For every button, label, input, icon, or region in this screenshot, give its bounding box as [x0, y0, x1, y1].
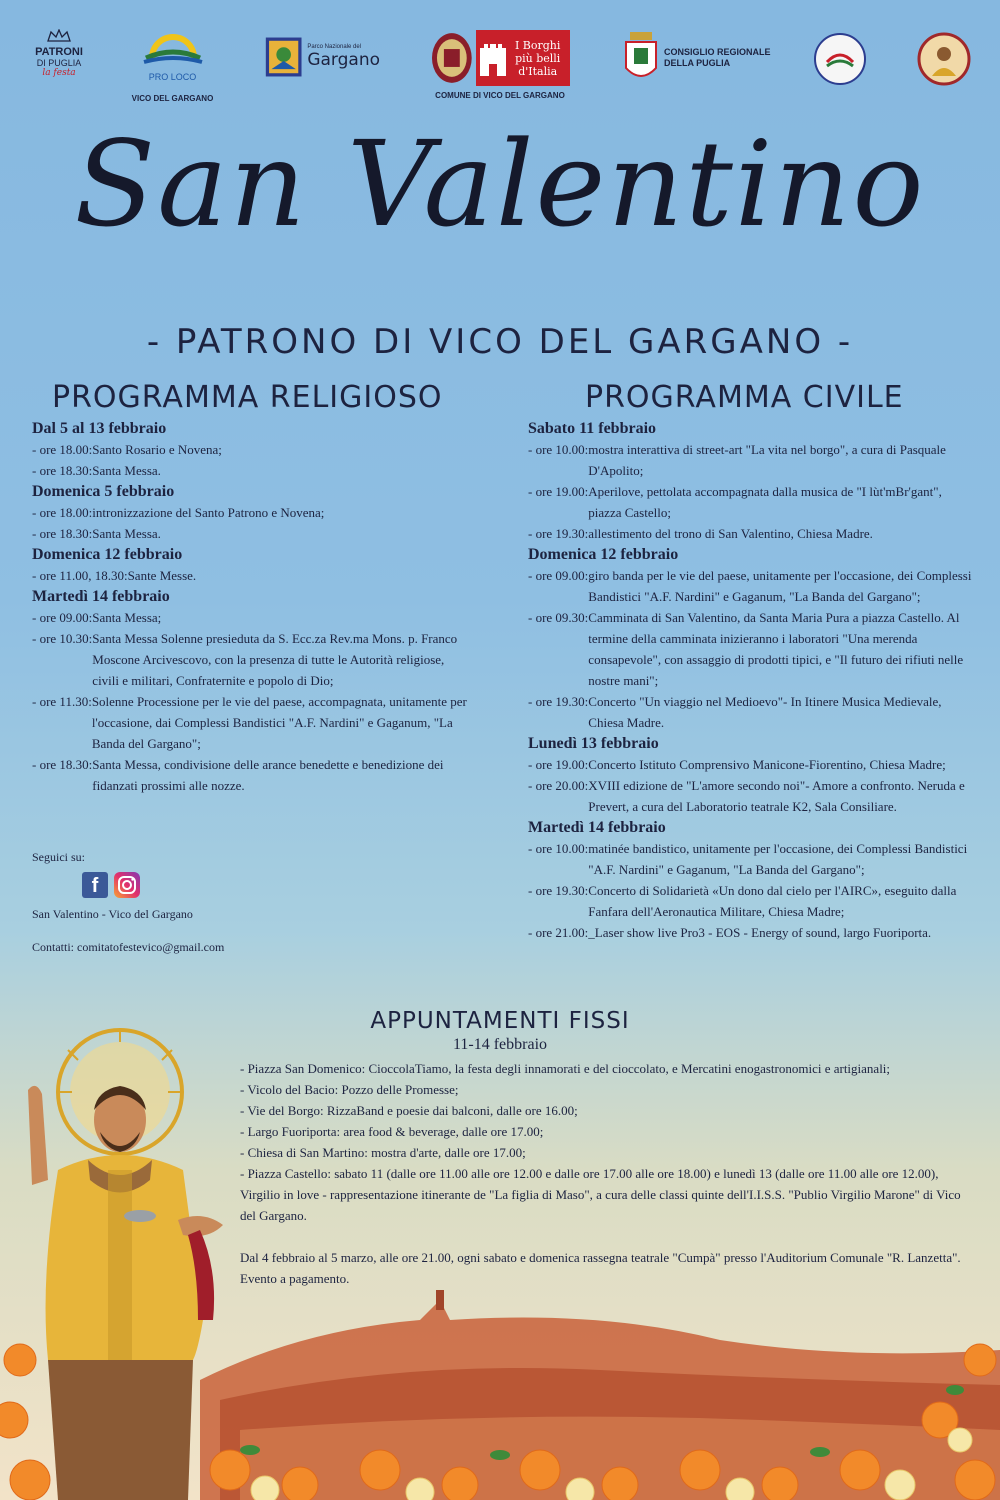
list-item: - ore 09.00: giro banda per le vie del paese, unitamente per l'occasione, dei Complessi Bandistici "A.F. Nardini" e Gaganum, "La Banda del Gargano";	[528, 568, 972, 604]
civile-day-3: Lunedì 13 febbraio	[528, 735, 659, 752]
civile-heading: PROGRAMMA CIVILE	[585, 380, 904, 415]
crown-icon	[46, 29, 72, 43]
comune-crest-icon	[430, 31, 474, 85]
instagram-icon[interactable]	[114, 872, 140, 898]
pro-loco-circle-logo	[812, 32, 868, 90]
social-page-name: San Valentino - Vico del Gargano	[32, 907, 193, 921]
religioso-day-4: Martedì 14 febbraio	[32, 588, 170, 605]
list-item: - ore 10.00: matinée bandistico, unitamente per l'occasione, dei Complessi Bandistici "A.F. Nardini" e Gaganum, "La Banda del Gargano";	[528, 841, 968, 877]
parco-emblem-icon	[265, 32, 302, 82]
religioso-day-1: Dal 5 al 13 febbraio	[32, 420, 167, 437]
patroni-line3: la festa	[42, 68, 76, 78]
patroni-logo	[28, 28, 90, 78]
list-item: - ore 18.30: Santa Messa.	[32, 526, 161, 541]
patroni-line2: DI PUGLIA	[36, 58, 82, 68]
list-item: - ore 18.30: Santa Messa, condivisione delle arance benedette e benedizione dei fidanzati prossimi alle nozze.	[32, 757, 444, 793]
parco-logo	[265, 32, 380, 82]
list-item: - Piazza Castello: sabato 11 (dalle ore 11.00 alle ore 12.00 e dalle ore 17.00 alle ore 18.00) e lunedì 13 (dalle ore 11.00 alle ore 12.00), Virgilio in love - rappresentazione itinerante de "La figlia di Maso", a cura delle classi quinte dell'I.I.S.S. "Publio Virgilio Marone" di Vico del Gargano.	[240, 1166, 961, 1223]
consiglio-line1: CONSIGLIO REGIONALE	[664, 47, 771, 57]
saint-valentine-illustration	[18, 1020, 243, 1500]
list-item: - Vicolo del Bacio: Pozzo delle Promesse;	[240, 1082, 459, 1097]
theatre-note: Dal 4 febbraio al 5 marzo, alle ore 21.00, ogni sabato e domenica rassegna teatrale "Cumpà" presso l'Auditorium Comunale "R. Lanzetta". Evento a pagamento.	[240, 1250, 961, 1286]
list-item: - ore 19.30: Concerto "Un viaggio nel Medioevo"- In Itinere Musica Medievale, Chiesa Madre.	[528, 694, 942, 730]
comune-caption: COMUNE DI VICO DEL GARGANO	[435, 91, 565, 100]
borghi-badge	[476, 30, 570, 86]
consiglio-logo	[624, 30, 774, 86]
borghi-text: I Borghi più belli d'Italia	[514, 38, 561, 78]
civile-day-1: Sabato 11 febbraio	[528, 420, 657, 437]
consiglio-line2: DELLA PUGLIA	[664, 58, 731, 68]
list-item: - ore 09.30: Camminata di San Valentino, da Santa Maria Pura a piazza Castello. Al termine della camminata inizieranno i laboratori "Una merenda consapevole", con assaggio di prodotti tipici, e "Il futuro dei rifiuti nelle nostre mani";	[528, 610, 964, 688]
civile-day-2: Domenica 12 febbraio	[528, 546, 679, 563]
comune-logo	[430, 30, 570, 100]
list-item: - ore 19.00: Concerto Istituto Comprensivo Manicone-Fiorentino, Chiesa Madre;	[528, 757, 946, 772]
puglia-crest-icon	[624, 30, 658, 86]
proloco-name: PRO LOCO	[148, 72, 197, 82]
fissi-list	[240, 1058, 970, 1289]
list-item: - ore 10.30: Santa Messa Solenne presieduta da S. Ecc.za Rev.ma Mons. p. Franco Moscone Arcivescovo, con la presenza di tutte le Autorità religiose, civili e militari, Confraternite e popolo di Dio;	[32, 631, 458, 688]
facebook-icon[interactable]: f	[82, 872, 108, 898]
parco-name2: Gargano	[307, 50, 380, 70]
list-item: - Chiesa di San Martino: mostra d'arte, dalle ore 17.00;	[240, 1145, 526, 1160]
list-item: - ore 11.30: Solenne Processione per le vie del paese, accompagnata, unitamente per l'occasione, dai Complessi Bandistici "A.F. Nardini" e Gaganum, "La Banda del Gargano";	[32, 694, 467, 751]
social-icons	[82, 872, 140, 898]
proloco-sun-icon	[140, 28, 206, 68]
religioso-day-2: Domenica 5 febbraio	[32, 483, 175, 500]
religioso-heading: PROGRAMMA RELIGIOSO	[52, 380, 443, 415]
list-item: - ore 11.00, 18.30: Sante Messe.	[32, 568, 197, 583]
list-item: - ore 19.30: allestimento del trono di San Valentino, Chiesa Madre.	[528, 526, 873, 541]
comitato-feste-logo	[916, 32, 972, 90]
list-item: - ore 18.00: intronizzazione del Santo Patrono e Novena;	[32, 505, 325, 520]
fissi-dates: 11-14 febbraio	[452, 1036, 548, 1053]
list-item: - ore 19.00: Aperilove, pettolata accompagnata dalla musica de "I lùt'mBr'gant", piazza Castello;	[528, 484, 942, 520]
fissi-heading: APPUNTAMENTI FISSI	[370, 1008, 630, 1034]
list-item: - ore 10.00: mostra interattiva di street-art "La vita nel borgo", a cura di Pasquale D'Apolito;	[528, 442, 946, 478]
list-item: - ore 19.30: Concerto di Solidarietà «Un dono dal cielo per l'AIRC», eseguito dalla Fanfara dell'Aeronautica Militare, Chiesa Madre;	[528, 883, 957, 919]
tower-icon	[476, 38, 510, 78]
contact-email: Contatti: comitatofestevico@gmail.com	[32, 940, 225, 954]
list-item: - Piazza San Domenico: CioccolaTiamo, la festa degli innamorati e del cioccolato, e Mercatini enogastronomici e artigianali;	[240, 1061, 891, 1076]
saint-medallion-icon	[917, 32, 971, 86]
parco-name: Parco Nazionale del	[307, 44, 362, 50]
circle-badge-icon	[813, 32, 867, 86]
patroni-line1: PATRONI	[35, 46, 83, 58]
proloco-logo	[125, 28, 220, 103]
list-item: - ore 09.00: Santa Messa;	[32, 610, 162, 625]
list-item: - ore 21.00: _Laser show live Pro3 - EOS - Energy of sound, largo Fuoriporta.	[528, 925, 932, 940]
page-title: San Valentino	[74, 115, 926, 253]
follow-label: Seguici su:	[32, 850, 85, 864]
list-item: - ore 20.00: XVIII edizione de "L'amore secondo noi"- Amore a confronto. Neruda e Prevert, a cura del Laboratorio teatrale K2, Sala Consiliare.	[528, 778, 965, 814]
list-item: - Largo Fuoriporta: area food & beverage, dalle ore 17.00;	[240, 1124, 544, 1139]
civile-day-4: Martedì 14 febbraio	[528, 819, 666, 836]
page-subtitle: - PATRONO DI VICO DEL GARGANO -	[146, 322, 854, 362]
religioso-program	[32, 418, 472, 796]
civile-program	[528, 418, 973, 943]
religioso-day-3: Domenica 12 febbraio	[32, 546, 183, 563]
list-item: - Vie del Borgo: RizzaBand e poesie dai balconi, dalle ore 16.00;	[240, 1103, 578, 1118]
proloco-caption: VICO DEL GARGANO	[131, 94, 214, 103]
list-item: - ore 18.30: Santa Messa.	[32, 463, 161, 478]
list-item: - ore 18.00: Santo Rosario e Novena;	[32, 442, 222, 457]
